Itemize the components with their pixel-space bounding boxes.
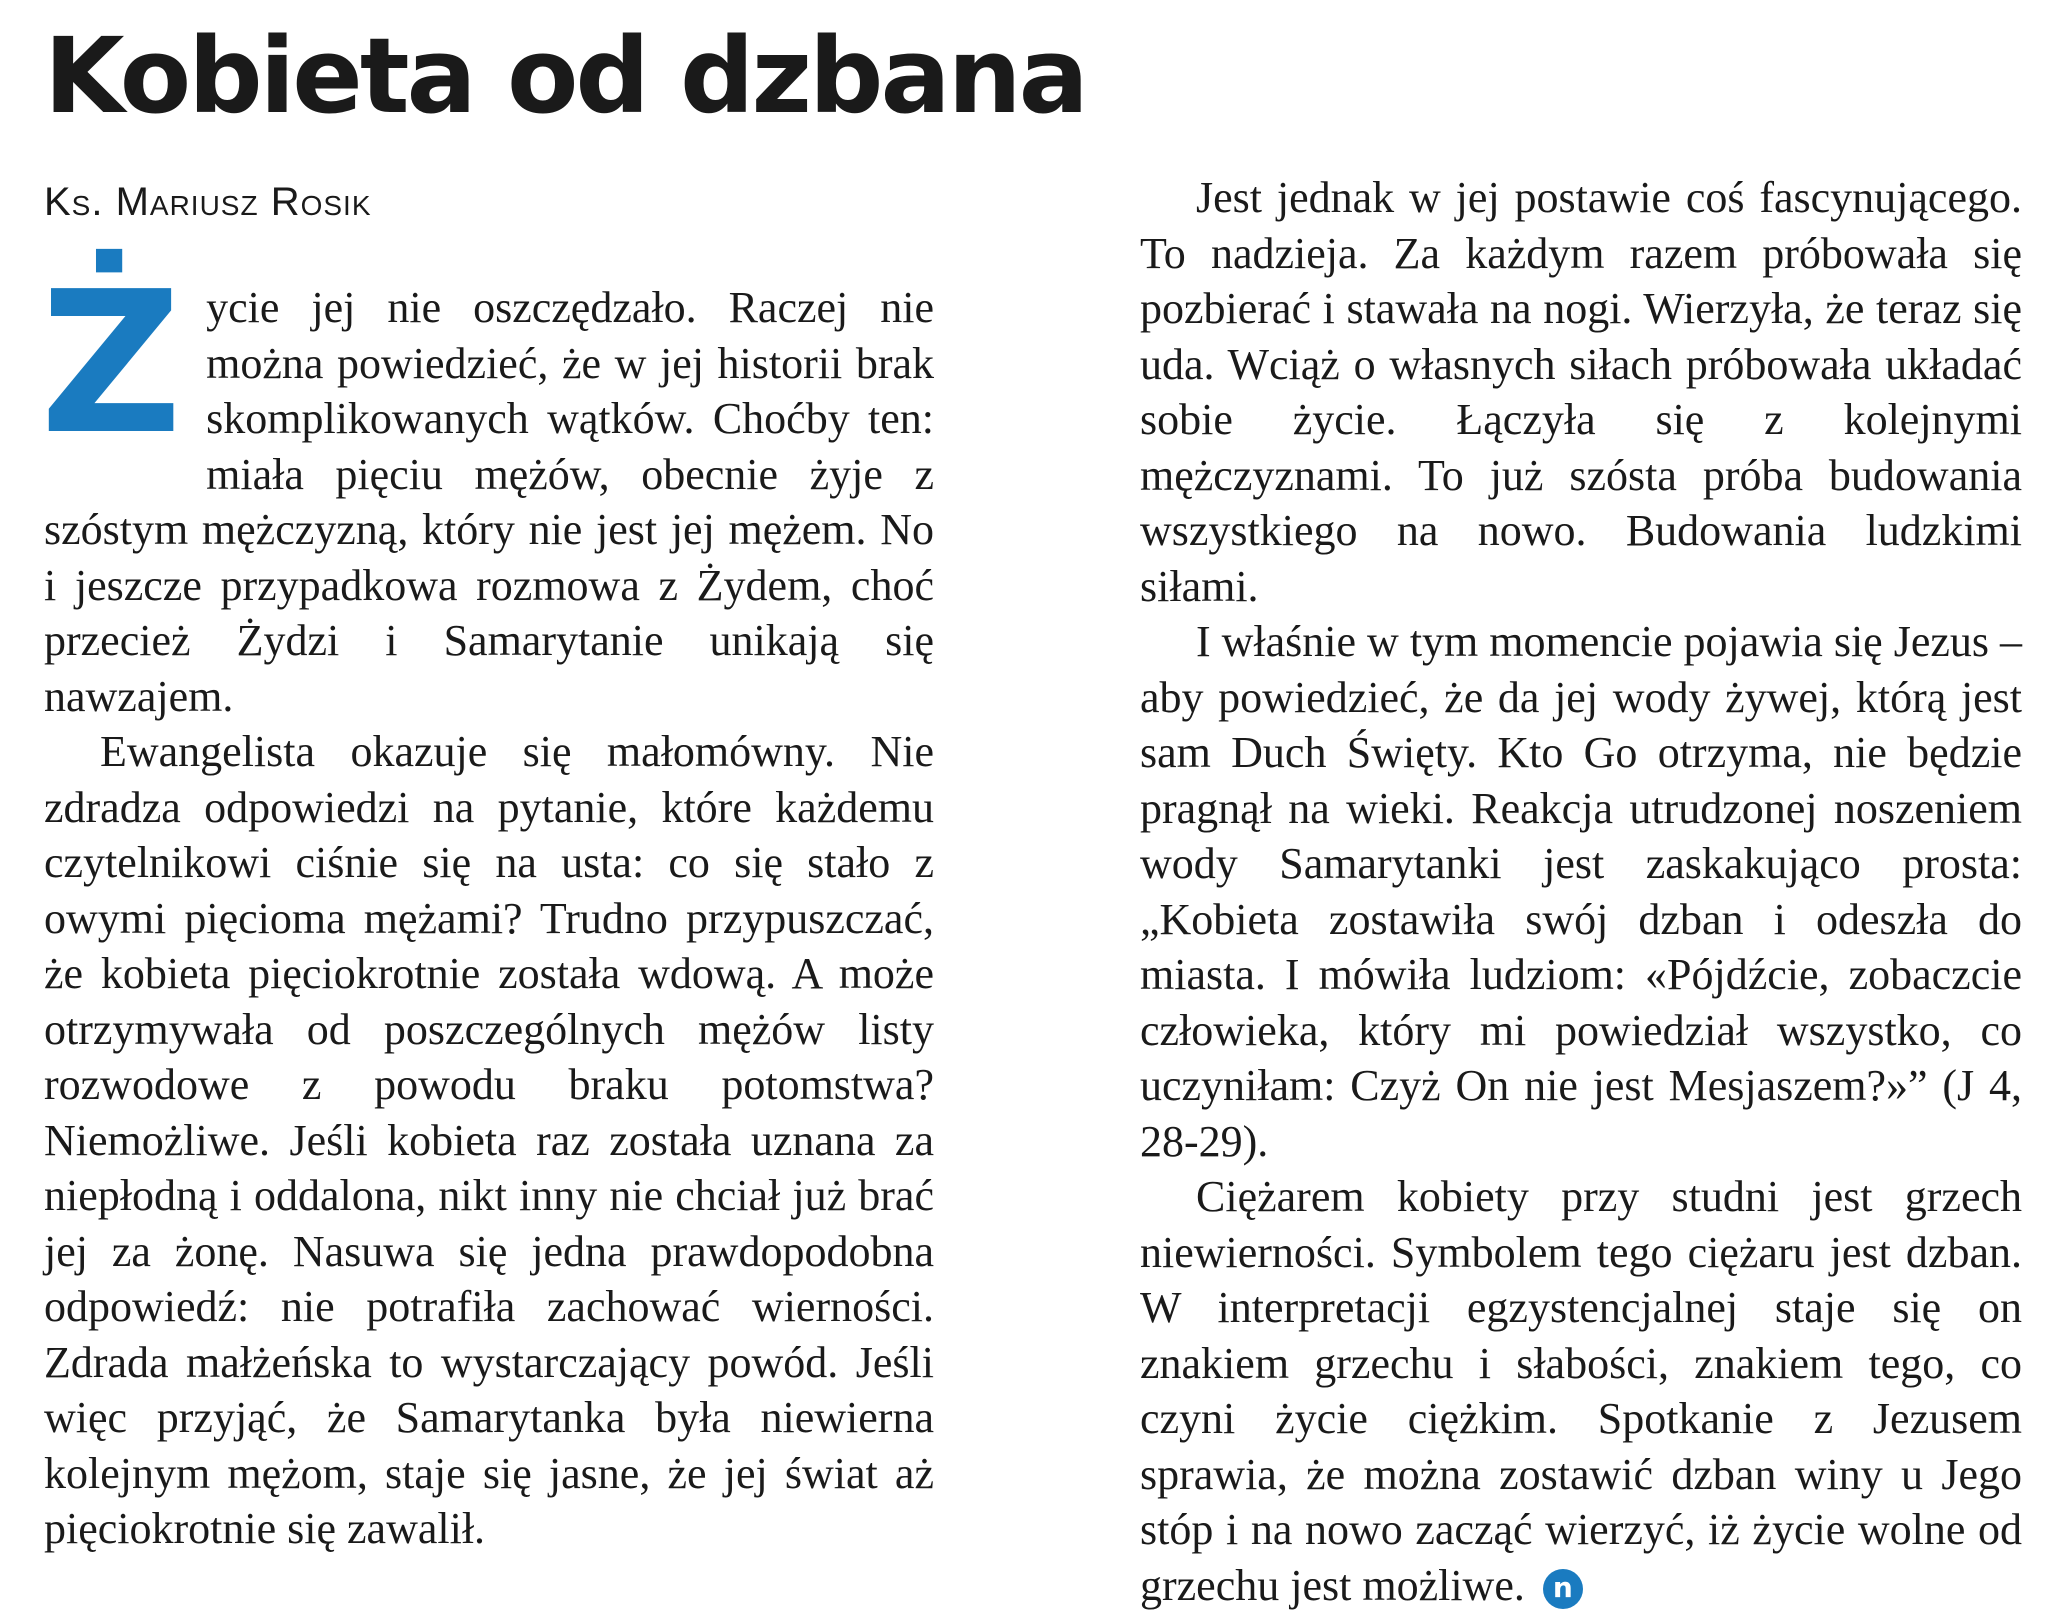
paragraph-4: I właśnie w tym momencie pojawia się Jezus – aby powiedzieć, że da jej wody żywej, którą jest sam Duch Święty. Kto Go otrzyma, nie będzie pragnął na wieki. Reakcja utrudzonej noszeniem wody Samarytanki jest zaskakująco prosta: „Kobieta zostawiła swój dzban i odeszła do miasta. I mówiła ludziom: «Pójdźcie, zobaczcie człowieka, który mi powiedział wszystko, co uczyniłam: Czyż On nie jest Mesjaszem?»” (J 4, 28-29). xyxy=(1140,617,2023,1166)
end-mark-icon: n xyxy=(1543,1569,1583,1609)
article-title: Kobieta od dzbana xyxy=(44,15,1086,137)
paragraph-5-text: Ciężarem kobiety przy studni jest grzech niewierności. Symbolem tego ciężaru jest dzban. W interpretacji egzystencjalnej staje się on znakiem grzechu i słabości, znakiem tego, co czyni życie ciężkim. Spotkanie z Jezusem sprawia, że można zostawić dzban winy u Jego stóp i na nowo zacząć wierzyć, iż życie wolne od grzechu jest możliwe. xyxy=(1140,1172,2022,1610)
paragraph-1-text: ycie jej nie oszczędzało. Raczej nie można powiedzieć, że w jej historii brak skomplikowanych wątków. Choćby ten: miała pięciu mężów, obecnie żyje z szóstym mężczyzną, który nie jest jej mężem. No i jeszcze przypadkowa rozmowa z Żydem, choć przecież Żydzi i Samarytanie unikają się nawzajem. xyxy=(44,283,934,721)
paragraph-1 xyxy=(40,250,934,724)
paragraph-2: Ewangelista okazuje się małomówny. Nie zdradza odpowiedzi na pytanie, które każdemu czytelnikowi ciśnie się na usta: co się stało z owymi pięcioma mężami? Trudno przypuszczać, że kobieta pięciokrotnie została wdową. A może otrzymywała od poszczególnych mężów listy rozwodowe z powodu braku potomstwa? Niemożliwe. Jeśli kobieta raz została uznana za niepłodną i oddalona, nikt inny nie chciał już brać jej za żonę. Nasuwa się jedna prawdopodobna odpowiedź: nie potrafiła zachować wierności. Zdrada małżeńska to wystarczający powód. Jeśli więc przyjąć, że Samarytanka była niewierna kolejnym mężom, staje się jasne, że jej świat aż pięciokrotnie się zawalił. xyxy=(44,727,934,1553)
right-column xyxy=(1140,170,2022,1613)
drop-cap: Ż xyxy=(40,250,183,478)
paragraph-5 xyxy=(1140,1169,2022,1613)
paragraph-3: Jest jednak w jej postawie coś fascynującego. To nadzieja. Za każdym razem próbowała się pozbierać i stawała na nogi. Wierzyła, że teraz się uda. Wciąż o własnych siłach próbowała układać sobie życie. Łączyła się z kolejnymi mężczyznami. To już szósta próba budowania wszystkiego na nowo. Budowania ludzkimi siłami. xyxy=(1140,173,2022,611)
article-author: Ks. Mariusz Rosik xyxy=(44,180,372,224)
left-column xyxy=(40,250,934,1557)
